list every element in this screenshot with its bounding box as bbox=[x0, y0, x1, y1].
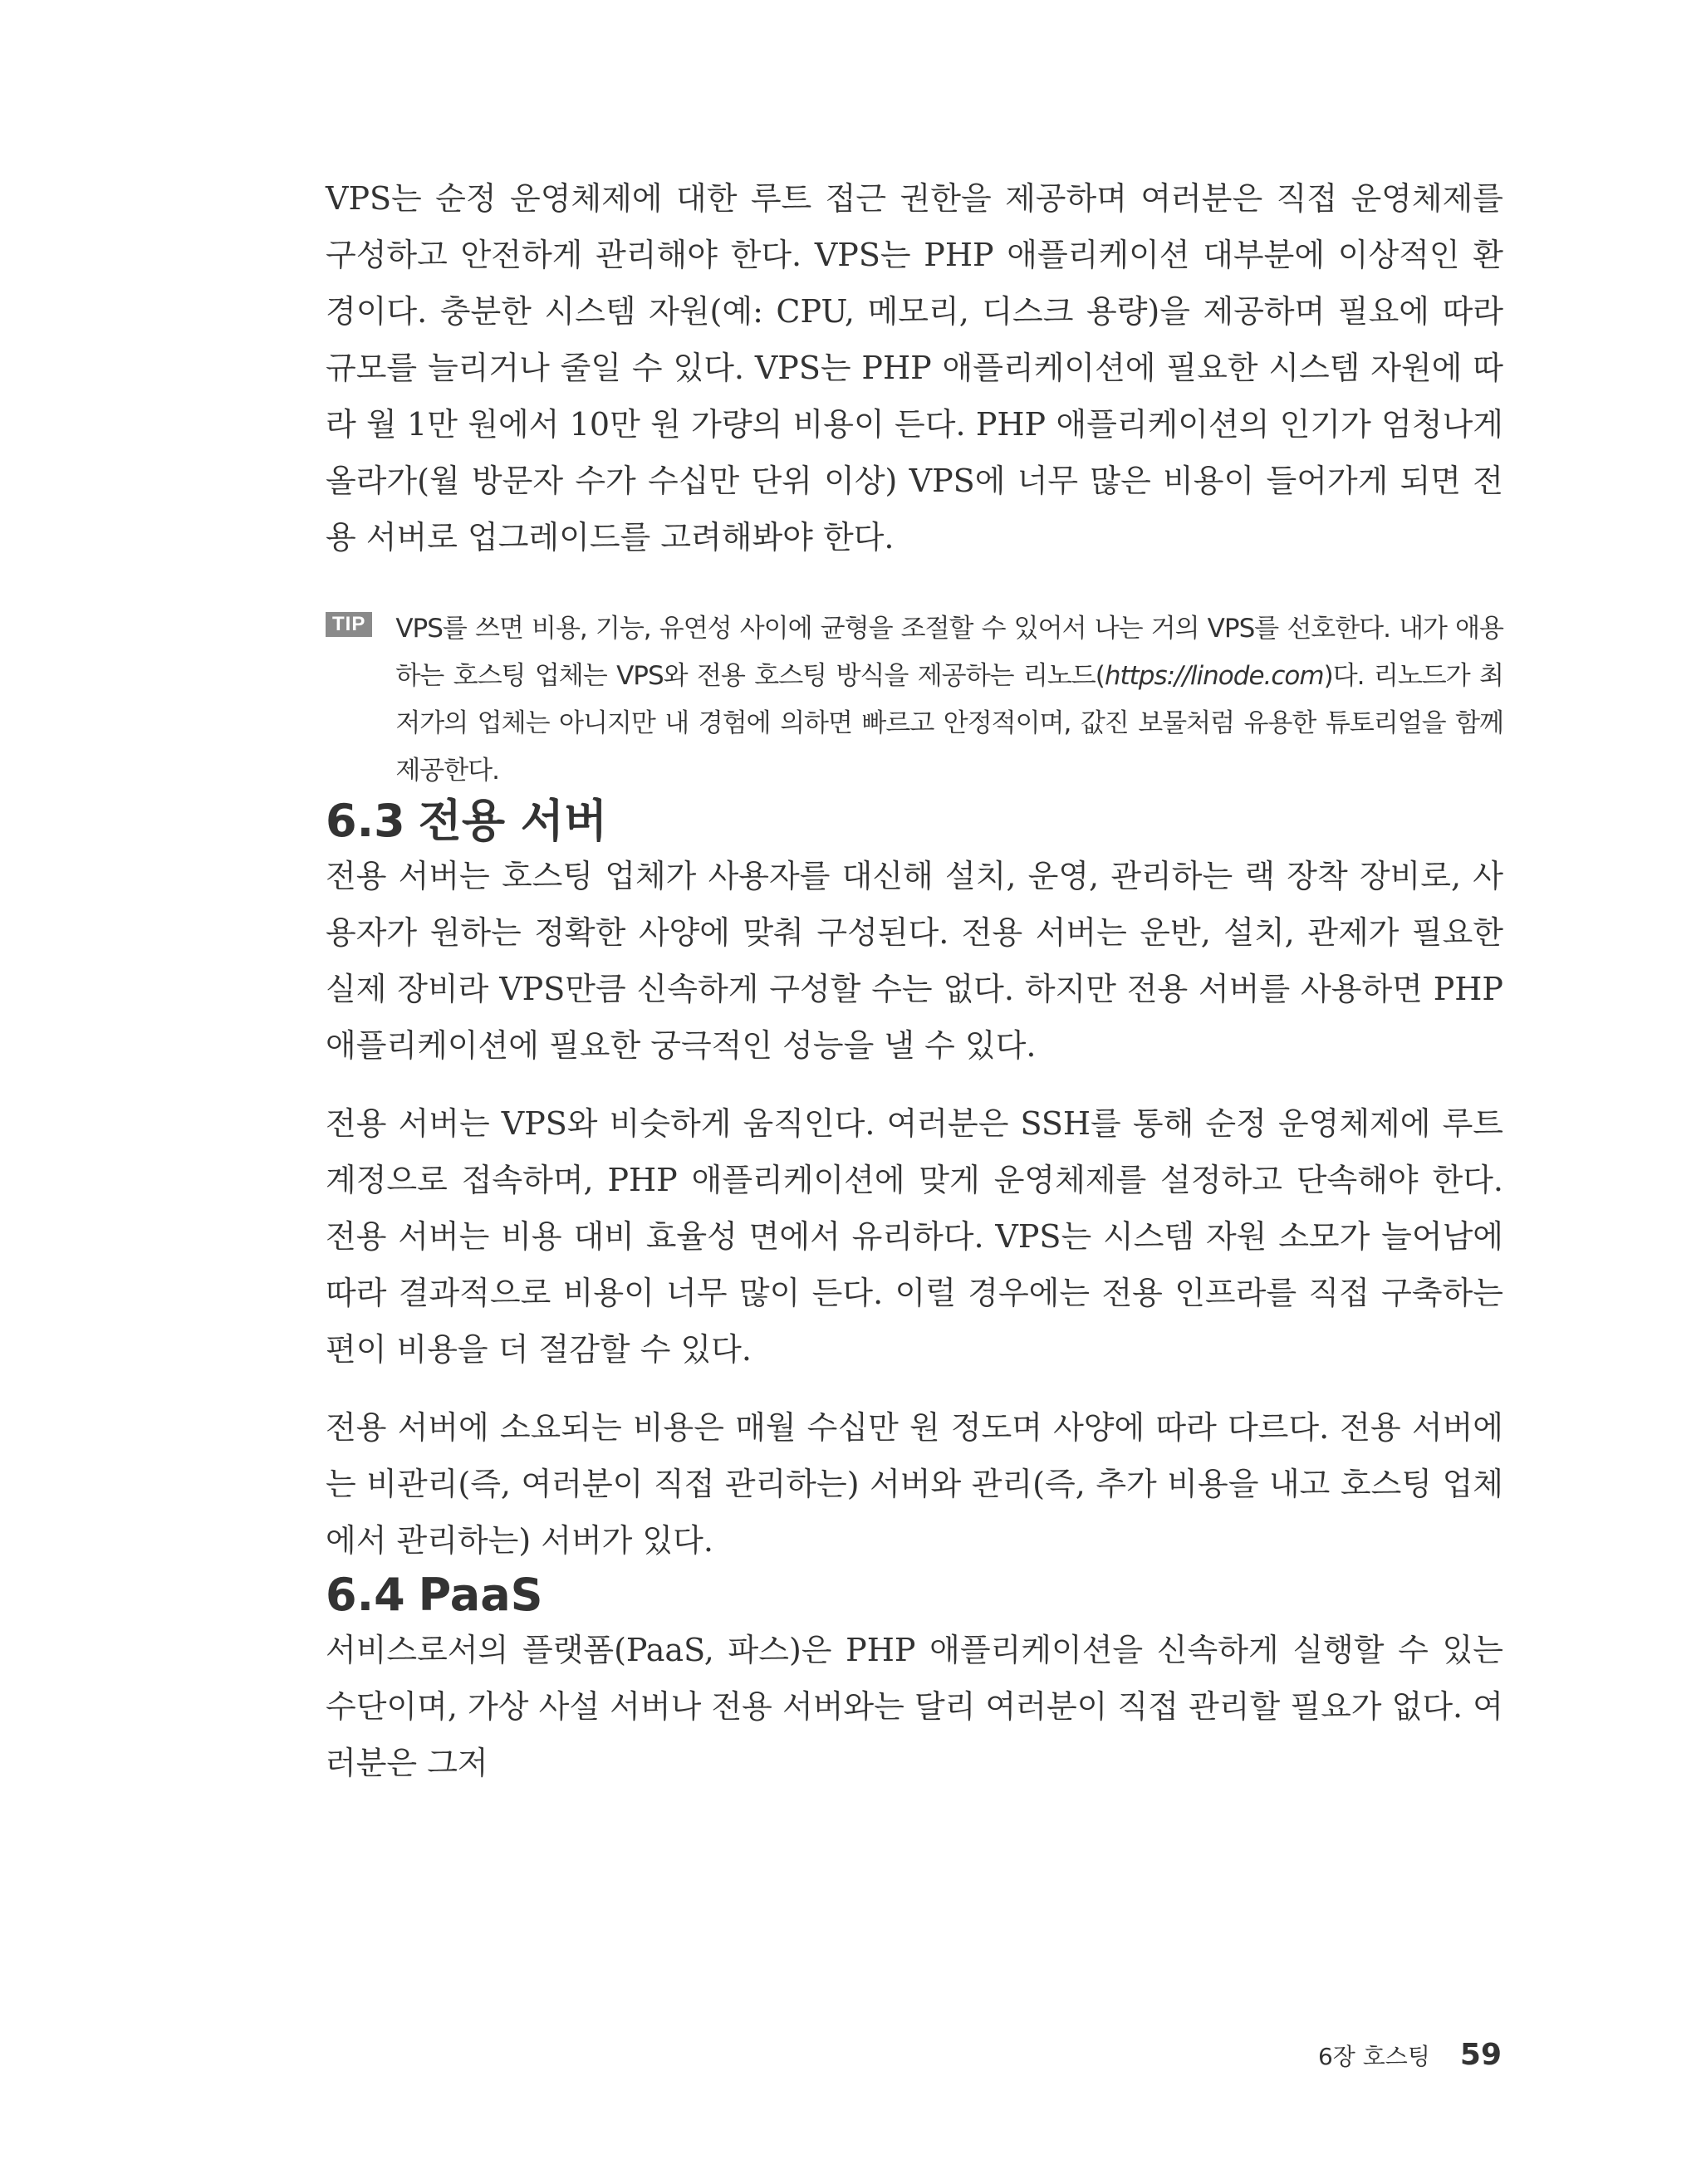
section-heading-6-3 bbox=[326, 795, 1503, 848]
tip-badge: TIP bbox=[326, 612, 372, 637]
tip-url-link[interactable]: https://linode.com bbox=[1104, 661, 1324, 691]
section-title: 전용 서버 bbox=[418, 795, 608, 847]
section-heading-6-4 bbox=[326, 1569, 1503, 1622]
section-6-4-paragraph-1: 서비스로서의 플랫폼(PaaS, 파스)은 PHP 애플리케이션을 신속하게 실행할 수 있는 수단이며, 가상 사설 서버나 전용 서버와는 달리 여러분이 직접 관리할 필요가 없다. 여러분은 그저 bbox=[326, 1632, 1503, 1781]
tip-text bbox=[395, 605, 1503, 795]
section-number: 6.3 bbox=[326, 795, 405, 847]
footer-chapter-title: 6장 호스팅 bbox=[1317, 2043, 1430, 2070]
tip-text-before: VPS를 쓰면 비용, 기능, 유연성 사이에 균형을 조절할 수 있어서 나는 거의 VPS를 선호한다. 내가 애용하는 호스팅 업체는 VPS와 전용 호스팅 방식을 제공하는 리노드( bbox=[395, 614, 1503, 691]
page-footer bbox=[1318, 2038, 1502, 2072]
section-title: PaaS bbox=[418, 1569, 543, 1621]
page-content bbox=[326, 170, 1503, 1791]
tip-box bbox=[326, 605, 1503, 795]
page-number: 59 bbox=[1459, 2038, 1502, 2072]
intro-paragraph: VPS는 순정 운영체제에 대한 루트 접근 권한을 제공하며 여러분은 직접 운영체제를 구성하고 안전하게 관리해야 한다. VPS는 PHP 애플리케이션 대부분에 이상적인 환경이다. 충분한 시스템 자원(예: CPU, 메모리, 디스크 용량)을 제공하며 필요에 따라 규모를 늘리거나 줄일 수 있다. VPS는 PHP 애플리케이션에 필요한 시스템 자원에 따라 월 1만 원에서 10만 원 가량의 비용이 든다. PHP 애플리케이션의 인기가 엄청나게 올라가(월 방문자 수가 수십만 단위 이상) VPS에 너무 많은 비용이 들어가게 되면 전용 서버로 업그레이드를 고려해봐야 한다. bbox=[326, 180, 1503, 556]
tip-text-after: )다. 리노드가 최저가의 업체는 아니지만 내 경험에 의하면 빠르고 안정적이며, 값진 보물처럼 유용한 튜토리얼을 함께 제공한다. bbox=[395, 661, 1503, 786]
section-6-3-paragraph-1: 전용 서버는 호스팅 업체가 사용자를 대신해 설치, 운영, 관리하는 랙 장착 장비로, 사용자가 원하는 정확한 사양에 맞춰 구성된다. 전용 서버는 운반, 설치, 관제가 필요한 실제 장비라 VPS만큼 신속하게 구성할 수는 없다. 하지만 전용 서버를 사용하면 PHP 애플리케이션에 필요한 궁극적인 성능을 낼 수 있다. bbox=[326, 858, 1503, 1064]
section-6-3-paragraph-2: 전용 서버는 VPS와 비슷하게 움직인다. 여러분은 SSH를 통해 순정 운영체제에 루트 계정으로 접속하며, PHP 애플리케이션에 맞게 운영체제를 설정하고 단속해야 한다. 전용 서버는 비용 대비 효율성 면에서 유리하다. VPS는 시스템 자원 소모가 늘어남에 따라 결과적으로 비용이 너무 많이 든다. 이럴 경우에는 전용 인프라를 직접 구축하는 편이 비용을 더 절감할 수 있다. bbox=[326, 1105, 1503, 1368]
section-6-3-paragraph-3: 전용 서버에 소요되는 비용은 매월 수십만 원 정도며 사양에 따라 다르다. 전용 서버에는 비관리(즉, 여러분이 직접 관리하는) 서버와 관리(즉, 추가 비용을 내고 호스팅 업체에서 관리하는) 서버가 있다. bbox=[326, 1409, 1503, 1559]
section-number: 6.4 bbox=[326, 1569, 405, 1621]
